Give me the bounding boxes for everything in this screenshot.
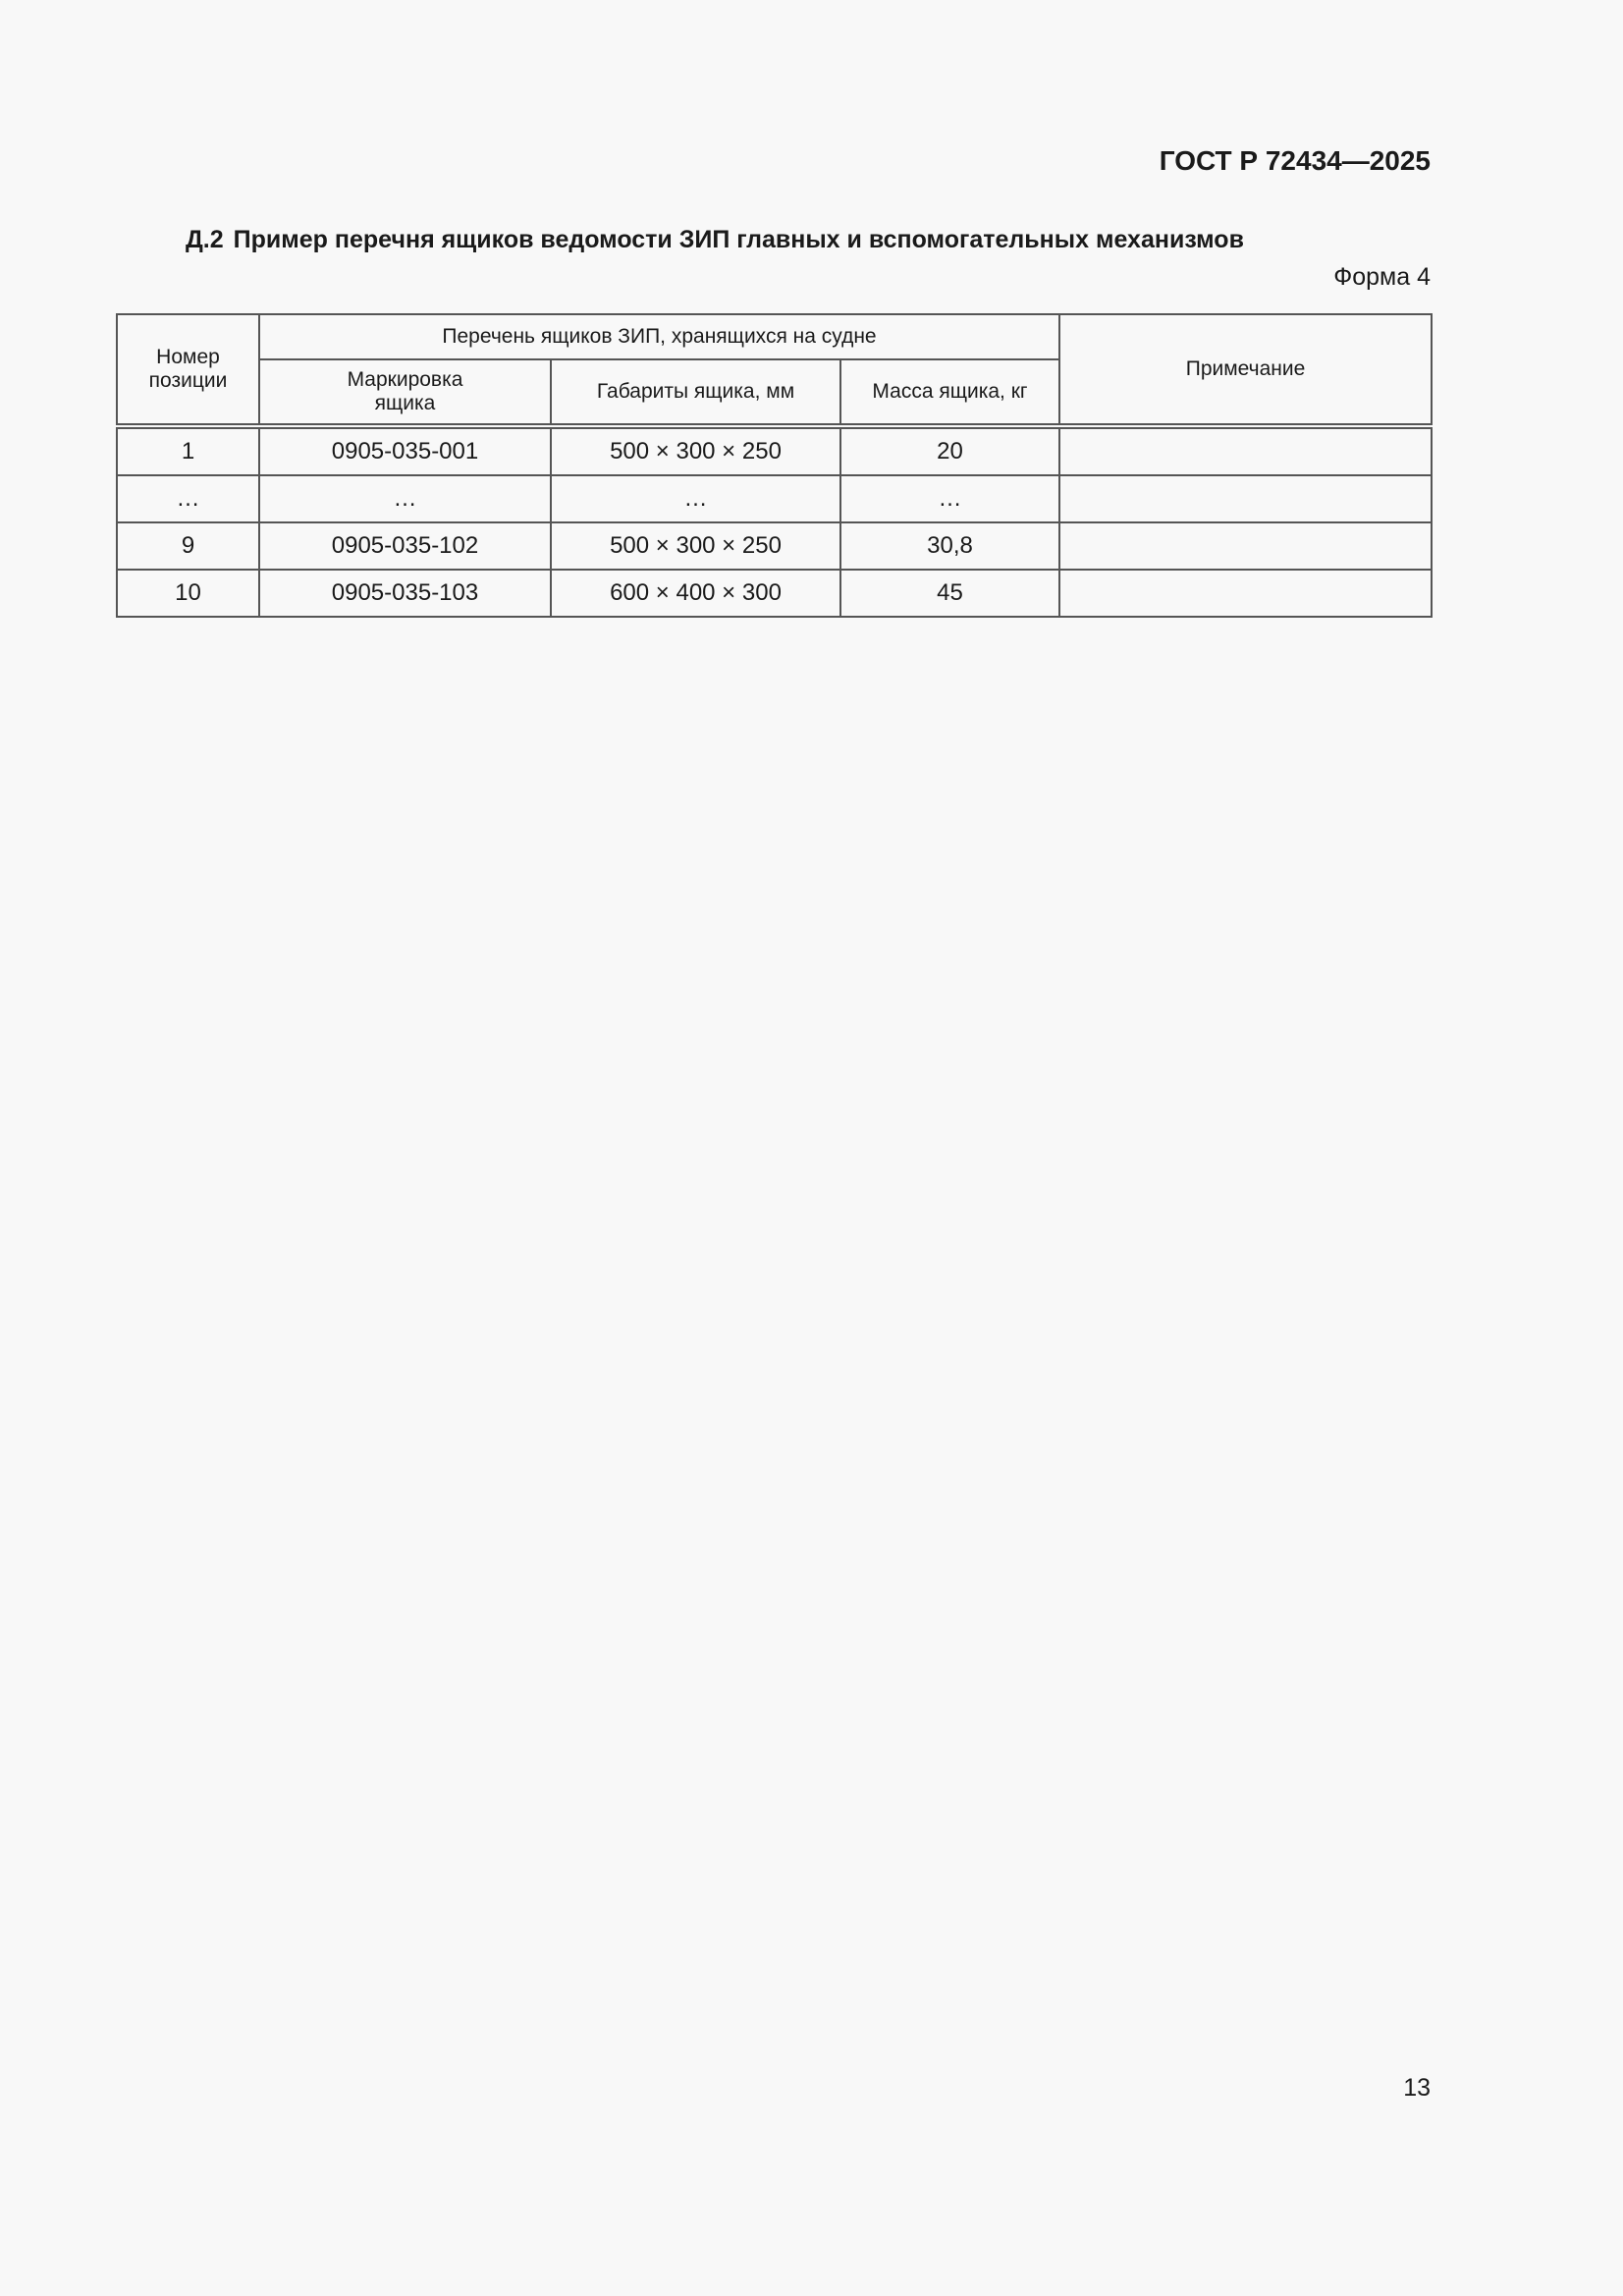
cell-position: 9 — [117, 522, 259, 570]
page-number: 13 — [1403, 2074, 1431, 2102]
table-row — [117, 475, 1432, 522]
cell-dimensions: 600 × 400 × 300 — [551, 570, 840, 617]
section-number: Д.2 — [186, 226, 224, 253]
table-row — [117, 426, 1432, 475]
table-row — [117, 570, 1432, 617]
header-marking-line2: ящика — [374, 392, 436, 414]
cell-position: … — [117, 475, 259, 522]
header-position — [117, 314, 259, 426]
cell-mass: 45 — [840, 570, 1059, 617]
zip-boxes-table — [116, 313, 1433, 618]
form-label: Форма 4 — [1333, 263, 1431, 291]
header-marking-line1: Маркировка — [347, 368, 463, 391]
cell-marking: … — [259, 475, 551, 522]
cell-mass: 20 — [840, 426, 1059, 475]
header-position-line1: Номер — [156, 346, 220, 368]
header-position-line2: позиции — [148, 369, 228, 392]
cell-note — [1059, 426, 1432, 475]
header-mass: Масса ящика, кг — [840, 359, 1059, 426]
table-row — [117, 522, 1432, 570]
document-code: ГОСТ Р 72434—2025 — [1159, 145, 1431, 176]
cell-marking: 0905-035-103 — [259, 570, 551, 617]
header-marking — [259, 359, 551, 426]
cell-marking: 0905-035-001 — [259, 426, 551, 475]
cell-note — [1059, 475, 1432, 522]
cell-mass: 30,8 — [840, 522, 1059, 570]
header-dimensions: Габариты ящика, мм — [551, 359, 840, 426]
header-group: Перечень ящиков ЗИП, хранящихся на судне — [259, 314, 1059, 359]
cell-position: 1 — [117, 426, 259, 475]
section-title — [186, 226, 1244, 254]
cell-dimensions: … — [551, 475, 840, 522]
header-note: Примечание — [1059, 314, 1432, 426]
cell-mass: … — [840, 475, 1059, 522]
table-header-row — [117, 314, 1432, 359]
cell-note — [1059, 522, 1432, 570]
cell-note — [1059, 570, 1432, 617]
cell-position: 10 — [117, 570, 259, 617]
cell-dimensions: 500 × 300 × 250 — [551, 426, 840, 475]
section-title-text: Пример перечня ящиков ведомости ЗИП главных и вспомогательных механизмов — [233, 226, 1244, 253]
cell-marking: 0905-035-102 — [259, 522, 551, 570]
cell-dimensions: 500 × 300 × 250 — [551, 522, 840, 570]
